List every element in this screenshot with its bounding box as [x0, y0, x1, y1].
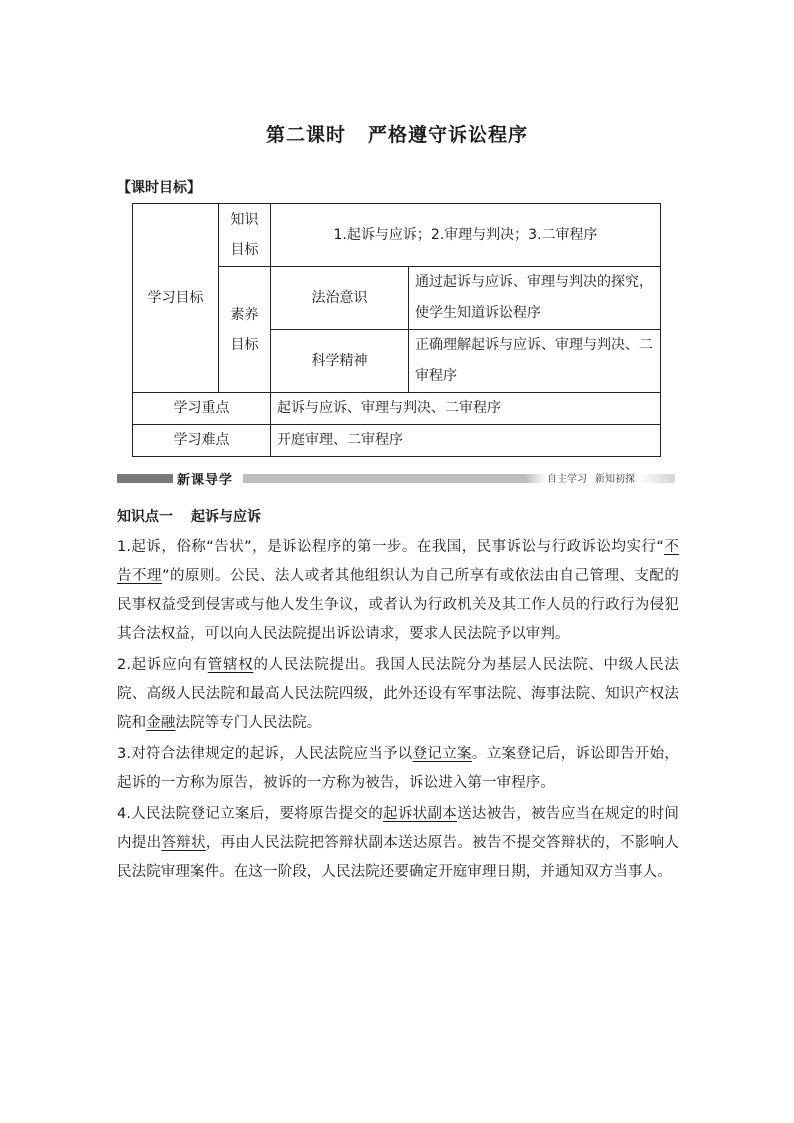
- underlined-term: 不告不理: [117, 539, 679, 584]
- science-spirit-label: 科学精神: [271, 330, 409, 393]
- underlined-term: 答辩状: [161, 835, 206, 851]
- band-label-explore: 新知初探: [595, 474, 635, 485]
- paragraph-4: 4.人民法院登记立案后，要将原告提交的起诉状副本送达被告，被告应当在规定的时间内提出答辩状，再由人民法院把答辩状副本送达原告。被告不提交答辩状的，不影响人民法院审理案件。在这一阶段，人民法院还要确定开庭审理日期，并通知双方当事人。: [117, 806, 680, 880]
- band-title: 新课导学: [177, 473, 234, 488]
- learning-goals-table: [132, 203, 661, 457]
- body-text: [117, 533, 679, 889]
- underlined-term: 管辖权: [207, 657, 254, 673]
- paragraph-3: 3.对符合法律规定的起诉，人民法院应当予以登记立案。立案登记后，诉讼即告开始，起诉的一方称为原告，被诉的一方称为被告，诉讼进入第一审程序。: [117, 746, 679, 791]
- rule-of-law-label: 法治意识: [271, 267, 409, 330]
- row-header-learning-goals: 学习目标: [133, 204, 219, 393]
- page-title: [0, 120, 794, 147]
- title-lesson: 第二课时: [265, 124, 346, 146]
- underlined-term: 金融: [146, 715, 176, 731]
- band-bar-left: [117, 474, 173, 483]
- title-topic: 严格遵守诉讼程序: [368, 124, 529, 146]
- knowledge-point-heading: [117, 506, 261, 526]
- literacy-goal-label: 素养目标: [219, 267, 271, 393]
- science-spirit-content: 正确理解起诉与应诉、审理与判决、二审程序: [409, 330, 661, 393]
- table-row: [133, 425, 661, 457]
- section-band-new-lesson: [117, 470, 675, 487]
- underlined-term: 登记立案: [412, 746, 472, 762]
- band-bar-end: [637, 474, 675, 483]
- band-fade: [525, 474, 547, 483]
- table-row: [133, 204, 661, 267]
- band-right-labels: [547, 470, 635, 485]
- difficulty-label: 学习难点: [133, 425, 271, 457]
- knowledge-point-label: 知识点一: [117, 509, 173, 525]
- knowledge-goal-label: 知识目标: [219, 204, 271, 267]
- underlined-term: 起诉状副本: [383, 806, 458, 822]
- knowledge-goal-content: 1.起诉与应诉；2.审理与判决；3.二审程序: [271, 204, 661, 267]
- paragraph-2: 2.起诉应向有管辖权的人民法院提出。我国人民法院分为基层人民法院、中级人民法院、高级人民法院和最高人民法院四级，此外还设有军事法院、海事法院、知识产权法院和金融法院等专门人民法院。: [117, 657, 679, 731]
- rule-of-law-content: 通过起诉与应诉、审理与判决的探究，使学生知道诉讼程序: [409, 267, 661, 330]
- section-label-lesson-goals: 【课时目标】: [117, 180, 201, 196]
- key-points-label: 学习重点: [133, 393, 271, 425]
- knowledge-point-title: 起诉与应诉: [191, 509, 261, 525]
- band-label-self-study: 自主学习: [547, 474, 587, 485]
- table-row: [133, 393, 661, 425]
- key-points-content: 起诉与应诉、审理与判决、二审程序: [271, 393, 661, 425]
- paragraph-1: 1.起诉，俗称“告状”，是诉讼程序的第一步。在我国，民事诉讼与行政诉讼均实行“不告不理”的原则。公民、法人或者其他组织认为自己所享有或依法由自己管理、支配的民事权益受到侵害或与他人发生争议，或者认为行政机关及其工作人员的行政行为侵犯其合法权益，可以向人民法院提出诉讼请求，要求人民法院予以审判。: [117, 539, 679, 642]
- difficulty-content: 开庭审理、二审程序: [271, 425, 661, 457]
- band-bar-middle: [243, 474, 525, 483]
